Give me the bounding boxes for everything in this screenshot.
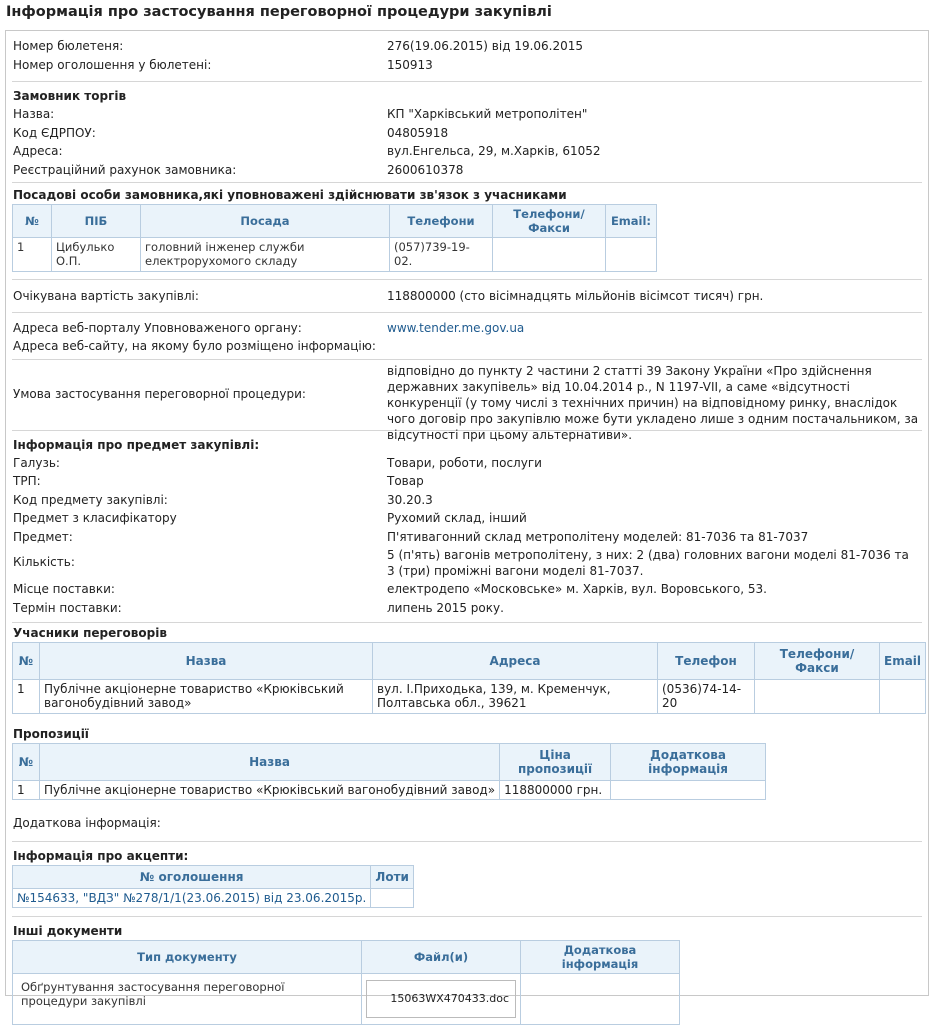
col-header: Назва [40,744,500,781]
col-header: Ціна пропозиції [500,744,611,781]
col-header: № [13,744,40,781]
participants-heading: Учасники переговорів [13,626,167,640]
col-header: ПІБ [52,205,141,238]
field-label: Реєстраційний рахунок замовника: [13,162,237,177]
cell-lots [371,888,414,907]
proposals-heading: Пропозиції [13,727,89,741]
cell-address: вул. І.Приходька, 139, м. Кременчук, Полтавська обл., 39621 [373,680,658,714]
col-header: Тип документу [13,940,362,973]
field-value: 2600610378 [387,162,464,177]
field-value: КП "Харківський метрополітен" [387,107,588,121]
subject-row [6,472,928,491]
acceptance-heading: Інформація про акцепти: [13,848,189,863]
customer-heading: Замовник торгів [13,89,127,103]
field-label: Термін поставки: [13,600,122,615]
field-label: Галузь: [13,455,60,470]
officials-heading: Посадові особи замовника,які уповноважені здійснювати зв'язок з учасниками [13,188,567,202]
field-value: 150913 [387,57,433,72]
field-label: Додаткова інформація: [13,816,161,830]
col-header: № [13,205,52,238]
field-value: Товари, роботи, послуги [387,455,542,470]
field-label: Предмет з класифікатору [13,511,177,525]
col-header: Email: [606,205,657,238]
field-value: вул.Енгельса, 29, м.Харків, 61052 [387,144,601,158]
cell-info [611,781,766,800]
cost-row [6,287,928,306]
col-header: Телефон [658,643,755,680]
notice-panel [5,30,929,1008]
field-label: Очікувана вартість закупівлі: [13,289,199,303]
col-header: Телефони/Факси [755,643,880,680]
field-label: Номер оголошення у бюлетені: [13,57,212,72]
col-header: Додаткова інформація [521,940,680,973]
cell-name: Цибулько О.П. [52,238,141,272]
field-label: Код ЄДРПОУ: [13,125,96,140]
field-value: Товар [387,474,424,488]
cell-doc-type: Обґрунтування застосування переговорної процедури закупівлі [13,973,362,1024]
field-label: Назва: [13,107,55,121]
additional-row [6,814,928,833]
field-label: Умова застосування переговорної процедури: [13,386,306,401]
acceptance-table [12,865,414,908]
cell-price: 118800000 грн. [500,781,611,800]
field-value: П'ятивагонний склад метрополітену моделей: 81-7036 та 81-7037 [387,529,809,544]
cell-email [606,238,657,272]
field-value: 5 (п'ять) вагонів метрополітену, з них: 2 (два) головних вагони моделі 81-7036 та 3 (три) проміжні вагони моделі 81-7037. [387,548,909,578]
field-value: 30.20.3 [387,492,433,507]
notice-number-row [6,56,928,75]
table-row [13,973,680,1024]
col-header: Адреса [373,643,658,680]
table-row [13,680,926,714]
field-value: відповідно до пункту 2 частини 2 статті 39 Закону України «Про здійснення державних закупівель» від 10.04.2014 р., N 1197-VII, а саме «відсутності конкуренції (у тому числі з технічних причин) на відповідному ринку, внаслідок чого договір про закупівлю може бути укладено лише з одним постачальником, за відсутності при цьому альтернативи». [387,363,919,442]
subject-row [6,528,928,547]
col-header: Посада [141,205,390,238]
col-header: Телефони [390,205,493,238]
field-label: ТРП: [13,474,41,488]
participants-table [12,642,926,714]
field-label: Кількість: [13,555,75,569]
cell-num: 1 [13,781,40,800]
portal-row [6,319,928,338]
col-header: Додаткова інформація [611,744,766,781]
field-label: Адреса: [13,144,63,158]
cell-position: головний інженер служби електрорухомого складу [141,238,390,272]
subject-row [6,580,928,599]
subject-row [6,454,928,473]
field-label: Адреса веб-порталу Уповноваженого органу: [13,320,302,335]
cell-info [521,973,680,1024]
cell-num: 1 [13,680,40,714]
portal-link[interactable]: www.tender.me.gov.ua [387,320,525,335]
col-header: Назва [40,643,373,680]
table-row [13,888,414,907]
subject-row [6,509,928,528]
customer-code-row [6,124,928,143]
col-header: Лоти [371,865,414,888]
col-header: Email [880,643,926,680]
field-label: Місце поставки: [13,582,115,596]
field-value: електродепо «Московське» м. Харків, вул. Воровського, 53. [387,582,767,596]
docs-table [12,940,680,1025]
customer-address-row [6,142,928,161]
cell-fax [755,680,880,714]
col-header: № оголошення [13,865,371,888]
customer-account-row [6,161,928,180]
field-label: Код предмету закупівлі: [13,492,168,507]
cell-name: Публічне акціонерне товариство «Крюківський вагонобудівний завод» [40,781,500,800]
subject-row [6,599,928,618]
customer-name-row [6,105,928,124]
page-title: Інформація про застосування переговорної процедури закупівлі [6,4,552,20]
docs-heading: Інші документи [13,923,123,938]
field-label: Адреса веб-сайту, на якому було розміщено інформацію: [13,339,376,353]
table-row [13,781,766,800]
field-value: липень 2015 року. [387,600,504,615]
field-value: Рухомий склад, інший [387,511,527,525]
field-value: 118800000 (сто вісімнадцять мільйонів вісімсот тисяч) грн. [387,289,764,303]
cell-phone: (057)739-19-02. [390,238,493,272]
field-label: Предмет: [13,529,73,544]
condition-row [6,360,928,442]
officials-table [12,204,657,272]
subject-row [6,491,928,510]
col-header: № [13,643,40,680]
acceptance-notice-link[interactable]: №154633, "ВДЗ" №278/1/1(23.06.2015) від 23.06.2015р. [17,890,367,905]
col-header: Телефони/Факси [493,205,606,238]
subject-heading: Інформація про предмет закупівлі: [13,437,260,452]
table-row [13,238,657,272]
bulletin-number-row [6,37,928,56]
cell-name: Публічне акціонерне товариство «Крюківський вагонобудівний завод» [40,680,373,714]
field-value: 04805918 [387,125,449,140]
cell-num: 1 [13,238,52,272]
cell-phone: (0536)74-14-20 [658,680,755,714]
cell-email [880,680,926,714]
col-header: Файл(и) [362,940,521,973]
field-value: 276(19.06.2015) від 19.06.2015 [387,39,584,53]
cell-fax [493,238,606,272]
website-row [6,337,928,356]
proposals-table [12,743,766,800]
subject-quantity-row [6,546,928,580]
field-label: Номер бюлетеня: [13,39,124,53]
file-link[interactable]: 15063WX470433.doc [366,980,516,1018]
